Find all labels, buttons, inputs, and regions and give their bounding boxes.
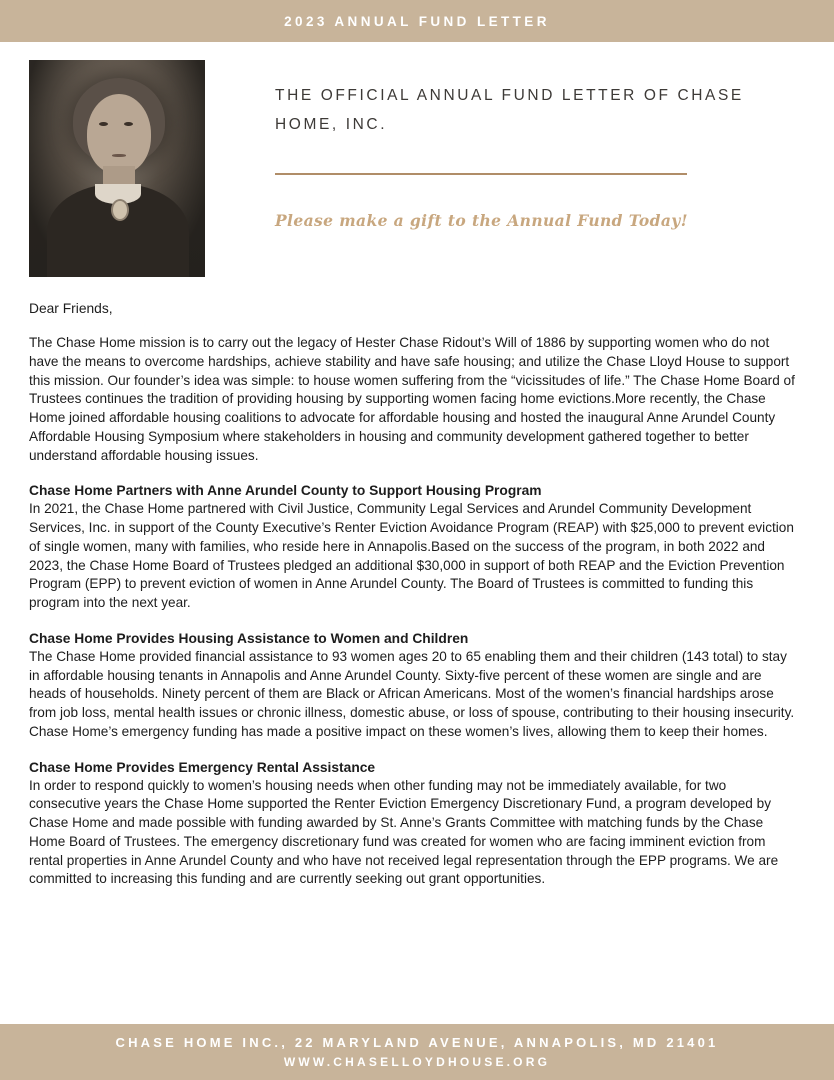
- portrait-eye-right: [124, 122, 133, 126]
- official-title: THE OFFICIAL ANNUAL FUND LETTER OF CHASE HOME, INC.: [275, 87, 744, 133]
- portrait-face: [87, 94, 151, 174]
- banner-title: 2023 ANNUAL FUND LETTER: [284, 13, 550, 29]
- portrait-container: [29, 60, 205, 277]
- letterhead: [0, 42, 834, 277]
- portrait-brooch: [111, 199, 129, 221]
- portrait-mouth: [112, 154, 126, 157]
- portrait-eye-left: [99, 122, 108, 126]
- top-banner: [0, 0, 834, 42]
- section-text: In order to respond quickly to women’s housing needs when other funding may not be immediately available, for two consecutive years the Chase Home supported the Renter Eviction Emergency Discretionary Fund, a program developed by Chase Home and made possible with funding awarded by St. Anne’s Grants Committee with matching funds by the Chase Home Board of Trustees. The emergency discretionary fund was created for women who are facing imminent eviction from rental properties in Anne Arundel County and who have not received legal representation through the EPP programs. We are committed to increasing this funding and are currently seeking out grant opportunities.: [29, 777, 779, 887]
- letter-section: [29, 629, 798, 742]
- letterhead-text: [205, 60, 834, 277]
- footer-website[interactable]: WWW.CHASELLOYDHOUSE.ORG: [283, 1055, 551, 1069]
- header-divider: [275, 173, 687, 175]
- section-text: In 2021, the Chase Home partnered with Civil Justice, Community Legal Services and Arundel Community Development Services, Inc. in support of the County Executive’s Renter Eviction Avoidance Program (REAP) with $25,000 to prevent eviction of single women, many with families, who reside here in Annapolis.Based on the success of the program, in both 2022 and 2023, the Chase Home Board of Trustees pledged an additional $30,000 in support of both REAP and the Eviction Prevention Program (EPP) to prevent eviction of women in Anne Arundel County. The Board of Trustees is committed to funding this program into the next year.: [29, 501, 794, 611]
- footer-address: CHASE HOME INC., 22 MARYLAND AVENUE, ANNAPOLIS, MD 21401: [115, 1035, 719, 1050]
- letter-section: [29, 481, 798, 613]
- salutation: Dear Friends,: [29, 301, 113, 316]
- footer-banner: [0, 1024, 834, 1080]
- section-heading: Chase Home Provides Emergency Rental Assistance: [29, 759, 376, 775]
- intro-paragraph: The Chase Home mission is to carry out the legacy of Hester Chase Ridout’s Will of 1886 by supporting women who do not have the means to overcome hardships, achieve stability and have safe housing; and utilize the Chase Lloyd House to support this mission. Our founder’s idea was simple: to house women suffering from the “vicissitudes of life.” The Chase Home Board of Trustees continues the tradition of providing housing by supporting women facing home evictions.More recently, the Chase Home joined affordable housing coalitions to advocate for affordable housing and hosted the inaugural Anne Arundel County Affordable Housing Symposium where stakeholders in housing and community development gathered together to better understand affordable housing issues.: [29, 335, 795, 463]
- founder-portrait-image: [29, 60, 205, 277]
- letter-section: [29, 758, 798, 890]
- letter-body: [0, 277, 834, 1024]
- section-heading: Chase Home Partners with Anne Arundel County to Support Housing Program: [29, 483, 542, 499]
- section-heading: Chase Home Provides Housing Assistance to Women and Children: [29, 630, 469, 646]
- gift-call-to-action: Please make a gift to the Annual Fund Today!: [275, 211, 688, 231]
- section-text: The Chase Home provided financial assistance to 93 women ages 20 to 65 enabling them and their children (143 total) to stay in affordable housing tenants in Annapolis and Anne Arundel County. Sixty-five percent of these women are single and are heads of households. Ninety percent of them are Black or African Americans. Most of the women’s financial hardships arose from job loss, mental health issues or chronic illness, domestic abuse, or loss of spouse, contributing to their housing insecurity. Chase Home’s emergency funding has made a positive impact on these women’s lives, allowing them to keep their homes.: [29, 648, 795, 739]
